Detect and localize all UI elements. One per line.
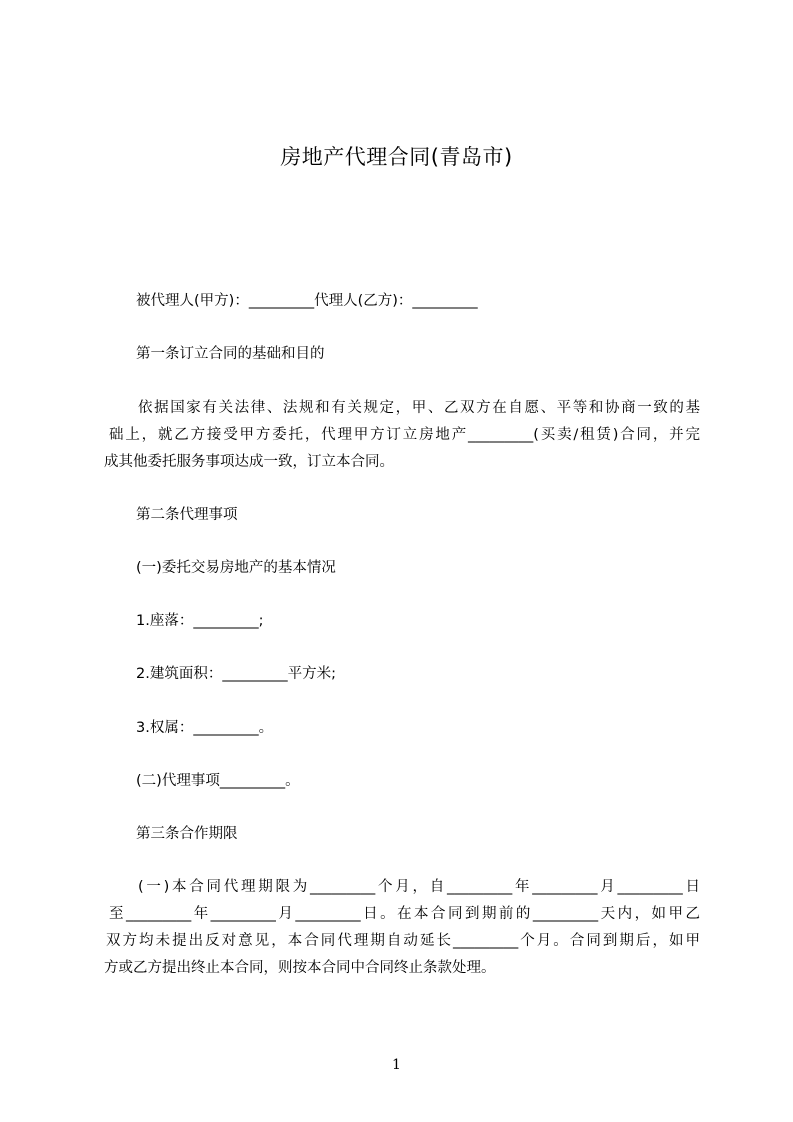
article1-line1	[138, 398, 700, 418]
article1-heading: 第一条订立合同的基础和目的	[136, 346, 325, 362]
article3-heading: 第三条合作期限	[136, 826, 238, 842]
article2-item1: 1.座落：_________;	[136, 613, 264, 629]
parties-line: 被代理人(甲方)：_________代理人(乙方)：_________	[136, 293, 478, 309]
article3-line2	[109, 904, 700, 924]
article2-sub2: (二)代理事项_________。	[136, 773, 300, 789]
article3-line1	[138, 877, 700, 897]
article2-item3: 3.权属：_________。	[136, 720, 274, 736]
article2-heading: 第二条代理事项	[136, 507, 238, 523]
article3-line3	[106, 931, 700, 951]
document-title: 房地产代理合同(青岛市)	[280, 145, 513, 169]
article1-line3: 成其他委托服务事项达成一致，订立本合同。	[104, 454, 394, 470]
article3-line3-text: 双方均未提出反对意见，本合同代理期自动延长_________个月。合同到期后，如甲	[106, 933, 700, 949]
article2-item2: 2.建筑面积：_________平方米;	[136, 666, 336, 682]
page-number: 1	[392, 1057, 401, 1073]
article3-line4: 方或乙方提出终止本合同，则按本合同中合同终止条款处理。	[104, 960, 496, 976]
article3-line2-text: 至_________年_________月_________日。在本合同到期前的_________天内，如甲乙	[109, 906, 700, 922]
article1-line2-text: 础上，就乙方接受甲方委托，代理甲方订立房地产_________(买卖/租赁)合同，并完	[109, 427, 700, 443]
article1-line2	[109, 425, 700, 445]
article2-sub1: (一)委托交易房地产的基本情况	[136, 560, 336, 576]
article1-line1-text: 依据国家有关法律、法规和有关规定，甲、乙双方在自愿、平等和协商一致的基	[138, 400, 700, 416]
article3-line1-text: (一)本合同代理期限为_________个月，自_________年_________月_________日	[138, 879, 700, 895]
